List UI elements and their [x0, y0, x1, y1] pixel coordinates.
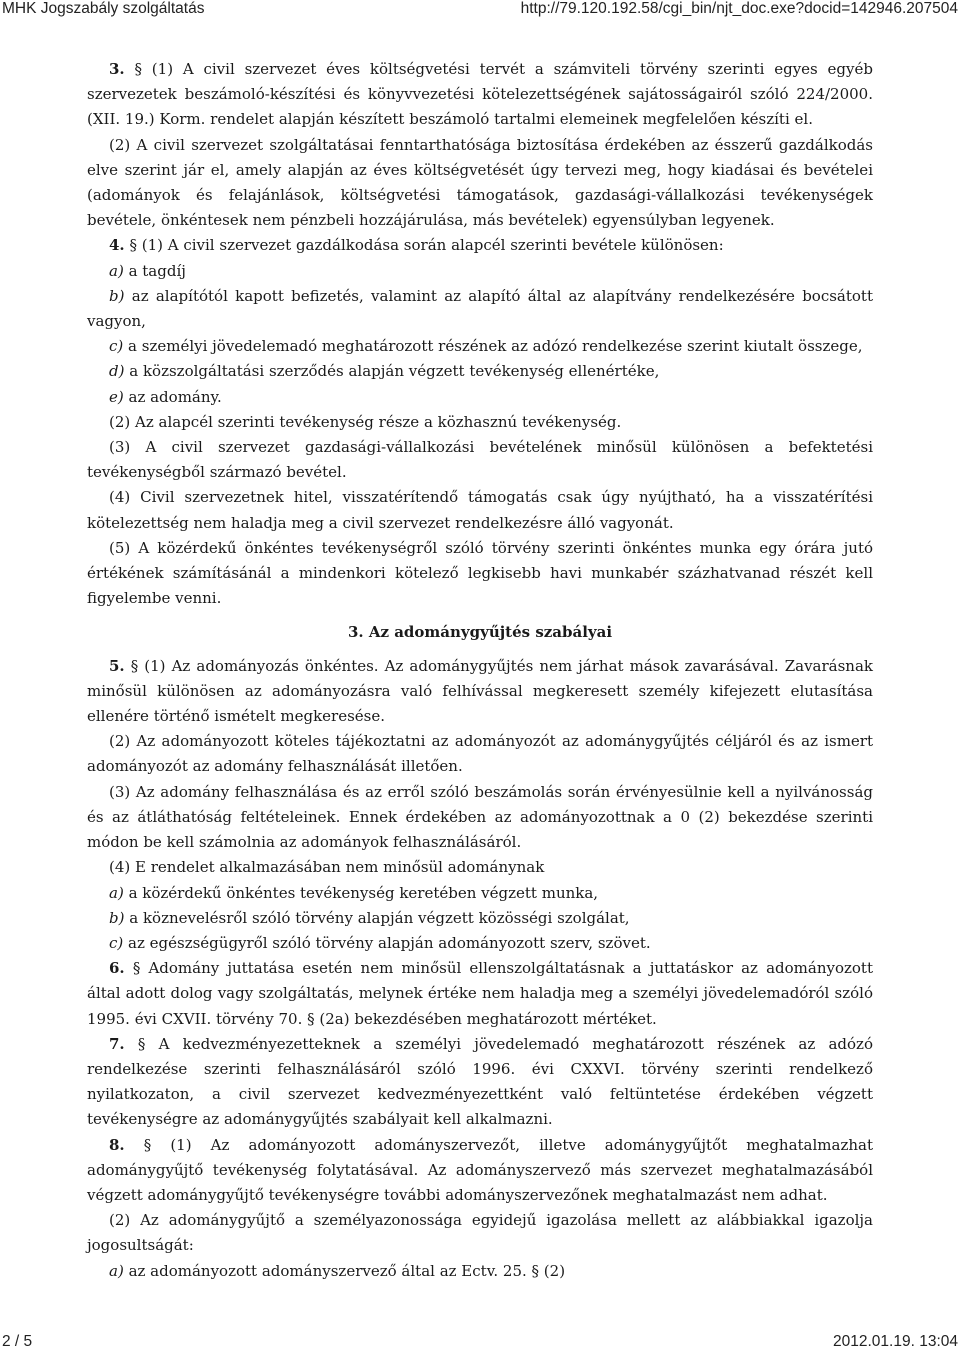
list-item: c) az egészségügyről szóló törvény alapján adományozott szerv, szövet. — [109, 933, 651, 952]
section-number: 8. — [109, 1135, 125, 1154]
section-number: 7. — [109, 1034, 125, 1053]
document-body — [87, 57, 873, 1284]
list-item: a) a tagdíj — [109, 261, 186, 280]
list-item: c) a személyi jövedelemadó meghatározott részének az adózó rendelkezése szerint kiutalt összege, — [109, 337, 863, 356]
section-number: 3. — [109, 60, 125, 78]
section-4-paragraph-2: (2) Az alapcél szerinti tevékenység része a közhasznú tevékenység. — [109, 412, 622, 431]
header-url: http://79.120.192.58/cgi_bin/njt_doc.exe?docid=142946.207504 — [520, 0, 958, 17]
section-4-paragraph-3: (3) A civil szervezet gazdasági-vállalkozási bevételének minősül különösen a befektetési tevékenységből származó bevétel. — [87, 438, 873, 482]
print-datetime: 2012.01.19. 13:04 — [833, 1333, 958, 1350]
section-5-paragraph-1: 5. § (1) Az adományozás önkéntes. Az adománygyűjtés nem járhat mások zavarásával. Zavarásnak minősül különösen az adományozásra való felhívással megkeresett személy kifejezett elutasítása ellenére történő ismételt megkeresése. — [87, 656, 873, 726]
section-5-paragraph-4: (4) E rendelet alkalmazásában nem minősül adománynak — [109, 858, 545, 877]
section-8-paragraph-1: 8. § (1) Az adományozott adományszervezőt, illetve adománygyűjtőt meghatalmazhat adománygyűjtő tevékenység folytatásával. Az adományszervező más szervezet meghatalmazásából végzett adománygyűjtő tevékenységre további adományszervezőnek meghatalmazást nem adhat. — [87, 1135, 873, 1204]
list-item: b) a köznevelésről szóló törvény alapján végzett közösségi szolgálat, — [109, 908, 630, 927]
section-number: 6. — [109, 959, 125, 978]
section-4-paragraph-1: 4. § (1) A civil szervezet gazdálkodása során alapcél szerinti bevétele különösen: — [109, 236, 724, 255]
list-item: d) a közszolgáltatási szerződés alapján végzett tevékenység ellenértéke, — [109, 362, 660, 381]
list-item: a) a közérdekű önkéntes tevékenység keretében végzett munka, — [109, 883, 599, 902]
section-4-paragraph-5: (5) A közérdekű önkéntes tevékenységről szóló törvény szerinti önkéntes munka egy órára jutó értékének számításánál a mindenkori kötelező legkisebb havi munkabér százhatvanad részét kell figyelembe venni. — [87, 538, 873, 608]
list-item: b) az alapítótól kapott befizetés, valamint az alapító által az alapítvány rendelkezésére bocsátott vagyon, — [87, 286, 873, 331]
list-item: a) az adományozott adományszervező által az Ectv. 25. § (2) — [109, 1261, 566, 1280]
section-3-paragraph-2: (2) A civil szervezet szolgáltatásai fenntarthatósága biztosítása érdekében az ésszerű gazdálkodás elve szerint jár el, amely alapján az éves költségvetését úgy tervezi meg, hogy kiadásai és bevételei (adományok és felajánlások, költségvetési támogatások, gazdasági-vállalkozási tevékenységek bevétele, önkéntesek nem pénzbeli hozzájárulása, más bevételek) egyensúlyban legyenek. — [87, 135, 873, 230]
section-7-paragraph-1: 7. § A kedvezményezetteknek a személyi jövedelemadó meghatározott részének az adózó rendelkezése szerinti felhasználásáról szóló 1996. évi CXXVI. törvény szerinti rendelkező nyilatkozaton, a civil szervezet kedvezményezettként való feltüntetése érdekében végzett tevékenységre az adománygyűjtés szabályait kell alkalmazni. — [87, 1034, 873, 1129]
section-number: 4. — [109, 236, 125, 255]
section-5-paragraph-2: (2) Az adományozott köteles tájékoztatni az adományozót az adománygyűjtés céljáról és az ismert adományozót az adomány felhasználását illetően. — [87, 732, 873, 776]
list-item: e) az adomány. — [109, 387, 222, 406]
section-4-paragraph-4: (4) Civil szervezetnek hitel, visszatérítendő támogatás csak úgy nyújtható, ha a visszatérítési kötelezettség nem haladja meg a civil szervezet rendelkezésre álló vagyonát. — [87, 488, 873, 532]
page-number: 2 / 5 — [2, 1333, 33, 1350]
section-5-paragraph-3: (3) Az adomány felhasználása és az erről szóló beszámolás során érvényesülnie kell a nyilvánosság és az átláthatóság feltételeinek. Ennek érdekében az adományozottnak a 0 (2) bekezdése szerinti módon be kell számolnia az adományok felhasználásáról. — [87, 782, 873, 852]
section-3-paragraph-1: 3. § (1) A civil szervezet éves költségvetési tervét a számviteli törvény szerinti egyes egyéb szervezetek beszámoló-készítési és könyvvezetési kötelezettségének sajátosságairól szóló 224/2000. (XII. 19.) Korm. rendelet alapján készített beszámoló tartalmi elemeinek megfelelően készíti el. — [87, 60, 873, 129]
section-number: 5. — [109, 656, 125, 675]
section-8-paragraph-2: (2) Az adománygyűjtő a személyazonossága egyidejű igazolása mellett az alábbiakkal igazolja jogosultságát: — [87, 1211, 873, 1255]
section-6-paragraph-1: 6. § Adomány juttatása esetén nem minősül ellenszolgáltatásnak a juttatáskor az adományozott által adott dolog vagy szolgáltatás, melynek értéke nem haladja meg a személyi jövedelemadóról szóló 1995. évi CXVII. törvény 70. § (2a) bekezdésében meghatározott mértéket. — [87, 959, 873, 1028]
chapter-heading: 3. Az adománygyűjtés szabályai — [347, 623, 613, 642]
header-title: MHK Jogszabály szolgáltatás — [2, 0, 205, 17]
